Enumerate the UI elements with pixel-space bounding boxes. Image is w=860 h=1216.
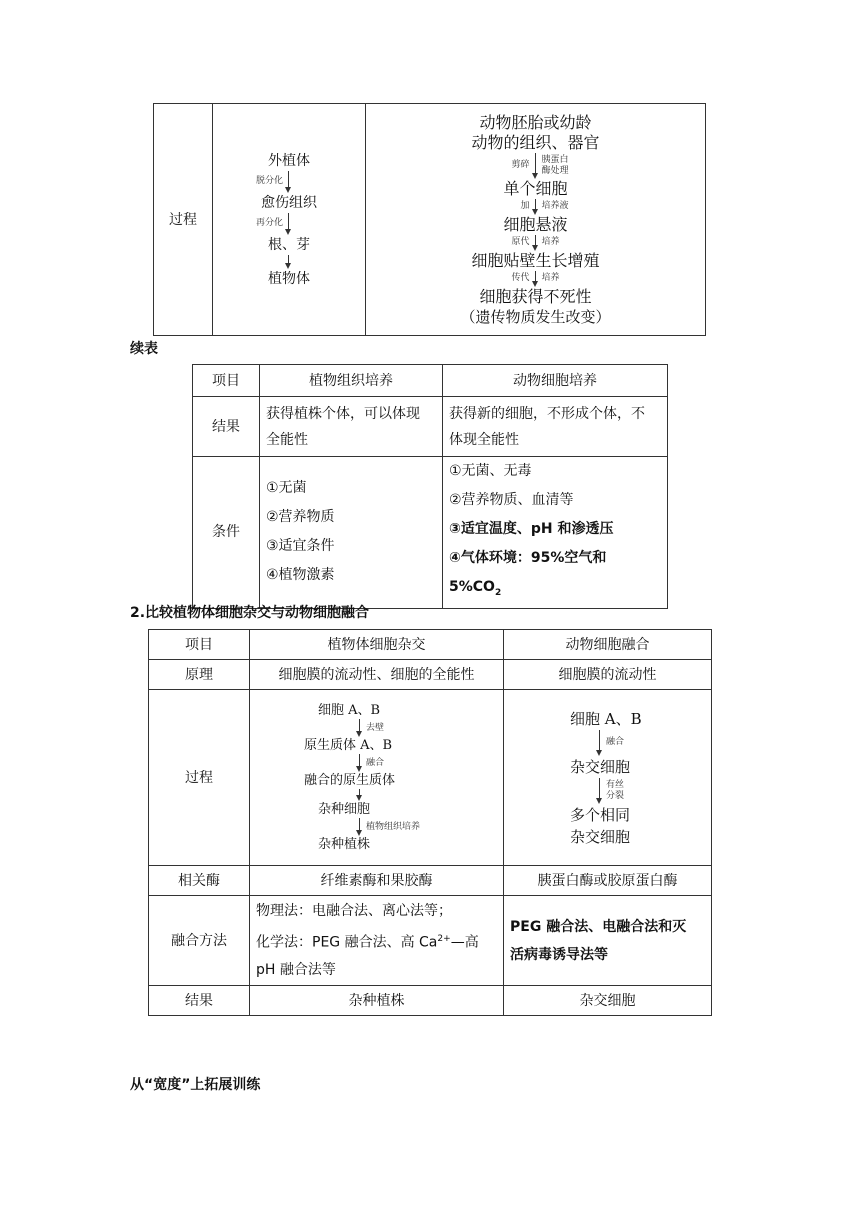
- plant-principle-cell: 细胞膜的流动性、细胞的全能性: [250, 660, 504, 690]
- plant-conditions-cell: [260, 457, 443, 609]
- flow-node: 动物胚胎或幼龄: [479, 112, 592, 132]
- flow-node: 多个相同: [570, 805, 631, 824]
- section-heading-3: 从“宽度”上拓展训练: [130, 1077, 261, 1093]
- flow-step: [243, 213, 335, 235]
- row-label-enzyme: 相关酶: [149, 866, 250, 896]
- flow-step: [490, 235, 582, 251]
- flow-step: [490, 153, 582, 179]
- flow-node: 细胞 A、B: [570, 709, 642, 728]
- step-label: 植物组织培养: [366, 821, 421, 832]
- down-arrow-icon: [530, 271, 542, 287]
- flow-step: [318, 818, 420, 836]
- flow-step: [490, 199, 582, 215]
- text-line: PEG 融合法、电融合法和灭: [510, 918, 687, 935]
- animal-flow-diagram: [372, 113, 699, 327]
- down-arrow-icon: [354, 719, 366, 737]
- step-label: 原代: [511, 237, 530, 247]
- section-heading-2: 2.比较植物体细胞杂交与动物细胞融合: [130, 605, 370, 621]
- plant-enzyme-cell: 纤维素酶和果胶酶: [250, 866, 504, 896]
- down-arrow-icon: [283, 255, 295, 269]
- step-label: 培养液: [541, 201, 569, 211]
- step-label: 融合: [606, 737, 625, 747]
- step-label: 培养: [541, 273, 560, 283]
- step-label: 再分化: [255, 218, 283, 228]
- animal-principle-cell: 细胞膜的流动性: [504, 660, 712, 690]
- down-arrow-icon: [354, 789, 366, 801]
- flow-step: [490, 271, 582, 287]
- condition-item: ③适宜条件: [266, 538, 335, 555]
- flow-node: 原生质体 A、B: [304, 738, 393, 753]
- condition-item: ④气体环境：95%空气和: [449, 550, 607, 566]
- down-arrow-icon: [283, 213, 295, 235]
- flow-node: 细胞悬液: [503, 214, 568, 234]
- header-item: 项目: [149, 630, 250, 660]
- flow-node: 动物的组织、器官: [471, 132, 600, 152]
- row-label-result: 结果: [193, 397, 260, 457]
- flow-node: 单个细胞: [503, 178, 568, 198]
- flow-node: 融合的原生质体: [304, 773, 396, 788]
- flow-step: [570, 778, 624, 804]
- flow-node: 外植体: [268, 152, 310, 169]
- process-table: [153, 103, 706, 336]
- plant-result-cell: 杂种植株: [250, 986, 504, 1016]
- row-label-result: 结果: [149, 986, 250, 1016]
- down-arrow-icon: [354, 754, 366, 772]
- condition-item: ④植物激素: [266, 567, 335, 584]
- flow-node: 细胞获得不死性: [479, 286, 592, 306]
- flow-node: 细胞 A、B: [318, 703, 381, 718]
- row-label-method: 融合方法: [149, 896, 250, 986]
- flow-step: [318, 719, 384, 737]
- down-arrow-icon: [530, 153, 542, 179]
- flow-node: 愈伤组织: [261, 194, 317, 211]
- header-item: 项目: [193, 365, 260, 397]
- text-line: 获得新的细胞，不形成个体，不: [449, 405, 645, 422]
- condition-item: ②营养物质: [266, 509, 335, 526]
- animal-result-cell: [443, 397, 668, 457]
- flow-node: 植物体: [268, 270, 310, 287]
- header-plant-culture: 植物组织培养: [260, 365, 443, 397]
- down-arrow-icon: [530, 199, 542, 215]
- flow-node: 杂种植株: [318, 837, 371, 852]
- condition-item: ③适宜温度、pH 和渗透压: [449, 521, 614, 537]
- plant-fusion-flow: [256, 702, 497, 853]
- flow-node: 杂种细胞: [318, 802, 371, 817]
- animal-fusion-process-cell: [504, 690, 712, 866]
- plant-process-cell: [213, 104, 366, 336]
- down-arrow-icon: [530, 235, 542, 251]
- step-label: 培养: [541, 237, 560, 247]
- flow-step: [318, 754, 384, 772]
- down-arrow-icon: [594, 778, 606, 804]
- fusion-compare-table: [148, 629, 712, 1016]
- flow-step: [243, 255, 335, 269]
- down-arrow-icon: [354, 818, 366, 836]
- step-label-pair: 有丝 分裂: [606, 779, 625, 801]
- flow-node-note: （遗传物质发生改变）: [460, 307, 611, 326]
- flow-node: 杂交细胞: [570, 827, 631, 846]
- text-line: 全能性: [266, 431, 308, 448]
- row-label-conditions: 条件: [193, 457, 260, 609]
- step-label: 脱分化: [255, 176, 283, 186]
- animal-method-cell: [504, 896, 712, 986]
- step-label: 剪碎: [511, 160, 530, 170]
- flow-step: [570, 730, 624, 756]
- flow-step: [243, 171, 335, 193]
- text-line: 化学法：PEG 融合法、高 $Ca^{2+}—$高: [256, 933, 479, 951]
- text-line: 活病毒诱导法等: [510, 946, 608, 963]
- down-arrow-icon: [283, 171, 295, 193]
- culture-compare-table: [192, 364, 668, 609]
- flow-node: 细胞贴壁生长增殖: [471, 250, 600, 270]
- text-line: 物理法：电融合法、离心法等；: [256, 902, 452, 919]
- text-line: pH 融合法等: [256, 962, 336, 979]
- header-plant-hybrid: 植物体细胞杂交: [250, 630, 504, 660]
- row-label-principle: 原理: [149, 660, 250, 690]
- down-arrow-icon: [594, 730, 606, 756]
- condition-item: ①无菌、无毒: [449, 463, 532, 479]
- animal-fusion-flow: [510, 708, 705, 848]
- row-label-process: 过程: [149, 690, 250, 866]
- header-animal-culture: 动物细胞培养: [443, 365, 668, 397]
- flow-node: 根、芽: [268, 236, 310, 253]
- animal-enzyme-cell: 胰蛋白酶或胶原蛋白酶: [504, 866, 712, 896]
- flow-step: [318, 789, 366, 801]
- condition-item-co2: $5\%CO_2$: [449, 579, 502, 598]
- step-label-right: 胰蛋白 酶处理: [541, 154, 569, 176]
- condition-item: ①无菌: [266, 480, 307, 497]
- flow-node: 杂交细胞: [570, 757, 631, 776]
- text-line: 获得植株个体，可以体现: [266, 405, 420, 422]
- header-animal-fusion: 动物细胞融合: [504, 630, 712, 660]
- condition-item: ②营养物质、血清等: [449, 492, 574, 508]
- plant-method-cell: [250, 896, 504, 986]
- animal-result-cell: 杂交细胞: [504, 986, 712, 1016]
- text-line: 体现全能性: [449, 431, 519, 448]
- plant-result-cell: [260, 397, 443, 457]
- animal-process-cell: [366, 104, 706, 336]
- step-label: 去壁: [366, 722, 385, 733]
- animal-conditions-cell: [443, 457, 668, 609]
- step-label: 传代: [511, 273, 530, 283]
- step-label: 加: [520, 201, 530, 211]
- continued-label: 续表: [130, 341, 158, 357]
- plant-flow-diagram: [219, 151, 359, 289]
- process-label: 过程: [154, 104, 213, 336]
- plant-fusion-process-cell: [250, 690, 504, 866]
- step-label: 融合: [366, 757, 385, 768]
